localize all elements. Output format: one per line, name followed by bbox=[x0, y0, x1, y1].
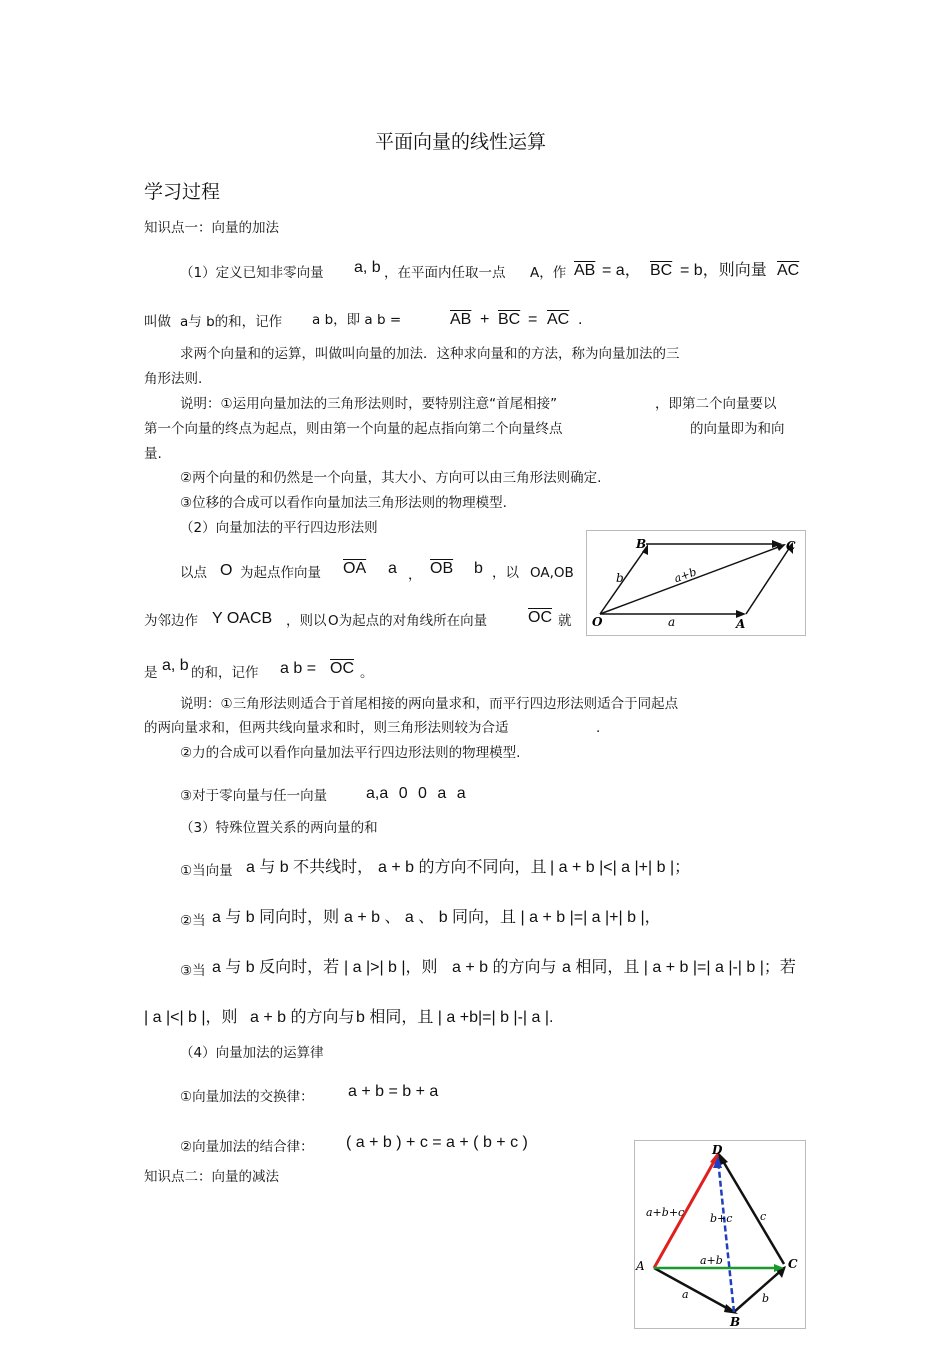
def-line1: （1）定义已知非零向量 bbox=[180, 265, 324, 281]
label-a-plus-b: a+b bbox=[700, 1254, 723, 1267]
special-r4: | a |<| b |，则 bbox=[144, 1009, 238, 1026]
note2-line4: ③对于零向量与任一向量 bbox=[180, 788, 328, 804]
label-a-plus-b-plus-c: a+b+c bbox=[646, 1206, 685, 1219]
para-l1c: ，以 bbox=[492, 565, 519, 581]
vec-AB: $\overline{AB}$ bbox=[574, 262, 596, 279]
vec-BC-2: $\overline{BC}$ bbox=[498, 311, 521, 328]
label-O: O bbox=[592, 615, 603, 629]
para-l3b: 的和，记作 bbox=[191, 665, 259, 681]
vec-a: a bbox=[388, 560, 397, 577]
para-l1b: 为起点作向量 bbox=[240, 565, 321, 581]
vec-ab-2: a, b bbox=[162, 657, 189, 674]
vec-OC: $\overline{OC}$ bbox=[528, 609, 552, 626]
special-r3d: a + b 的方向与 bbox=[452, 959, 557, 976]
parallelogram-OACB: Y OACB bbox=[212, 610, 273, 627]
note2-line1: 说明：①三角形法则适合于首尾相接的两向量求和，而平行四边形法则适合于同起点 bbox=[180, 696, 679, 712]
special-heading: （3）特殊位置关系的两向量的和 bbox=[180, 820, 378, 836]
note2-line2: 的两向量求和，但两共线向量求和时，则三角形法则较为合适 bbox=[144, 720, 509, 736]
def-line1c: A，作 bbox=[530, 265, 567, 281]
label-b: b bbox=[616, 571, 624, 585]
associative-formula: ( a + b ) + c = a + ( b + c ) bbox=[346, 1134, 528, 1151]
label-A: A bbox=[636, 1259, 645, 1273]
knowledge-point-2: 知识点二：向量的减法 bbox=[144, 1169, 279, 1185]
note2-line3: ②力的合成可以看作向量加法平行四边形法则的物理模型. bbox=[180, 745, 521, 761]
def-line3: 求两个向量和的运算，叫做叫向量的加法．这种求向量和的方法，称为向量加法的三 bbox=[180, 346, 680, 362]
arrow-head-icon bbox=[776, 544, 786, 551]
note1-line1b: ，即第二个向量要以 bbox=[655, 396, 777, 412]
special-r3c: | a |>| b |，则 bbox=[344, 959, 438, 976]
associative-label: ②向量加法的结合律： bbox=[180, 1139, 314, 1155]
vec-b: b bbox=[474, 560, 483, 577]
vector-c-edge bbox=[720, 1156, 784, 1264]
para-l3c: a b = bbox=[280, 660, 317, 677]
special-r4c: b 相同，且 | a +b|=| b |-| a |. bbox=[356, 1009, 554, 1026]
eq-a: = a， bbox=[602, 262, 641, 279]
page-title: 平面向量的线性运算 bbox=[375, 131, 547, 153]
para-l1a: 以点 bbox=[180, 565, 207, 581]
def-line2a: 叫做 bbox=[144, 314, 171, 330]
label-D: D bbox=[712, 1143, 723, 1157]
eq-b: = b，则向量 bbox=[680, 262, 767, 279]
vec-OC-2: $\overline{OC}$ bbox=[330, 660, 354, 677]
special-r1b: a 与 b 不共线时， bbox=[246, 859, 374, 876]
special-r3a: ③当 bbox=[180, 963, 206, 979]
label-A: A bbox=[736, 617, 746, 631]
special-r1d: | a + b |<| a |+| b |； bbox=[550, 859, 691, 876]
para-l2c: O为起点的对角线所在向量 bbox=[328, 613, 488, 629]
special-r2c: a + b 、 a 、 b 同向，且 | a + b |=| a |+| b |， bbox=[344, 909, 661, 926]
note1-line4: ②两个向量的和仍然是一个向量，其大小、方向可以由三角形法则确定. bbox=[180, 470, 602, 486]
vec-OB: $\overline{OB}$ bbox=[430, 560, 454, 577]
special-r4b: a + b 的方向与 bbox=[250, 1009, 355, 1026]
para-l2d: 就 bbox=[558, 613, 572, 629]
OA-OB: OA,OB bbox=[530, 565, 574, 581]
note2-line2b: . bbox=[596, 720, 601, 736]
label-B: B bbox=[730, 1315, 741, 1329]
vec-AC-2: $\overline{AC}$ bbox=[547, 311, 570, 328]
point-O: O bbox=[220, 562, 233, 579]
special-r1c: a + b 的方向不同向，且 bbox=[378, 859, 547, 876]
para-heading: （2）向量加法的平行四边形法则 bbox=[180, 520, 378, 536]
eq-sign: = bbox=[528, 311, 538, 328]
label-C: C bbox=[786, 539, 796, 553]
def-line4: 角形法则. bbox=[144, 371, 203, 387]
def-line2c: a b，即 a b = bbox=[312, 312, 402, 328]
figure-border bbox=[635, 1141, 806, 1329]
label-c: c bbox=[760, 1210, 767, 1223]
para-l3a: 是 bbox=[144, 665, 158, 681]
note1-line2b: 的向量即为和向 bbox=[690, 421, 785, 437]
vec-AC: $\overline{AC}$ bbox=[777, 262, 800, 279]
label-b-plus-c: b+c bbox=[710, 1212, 733, 1225]
vec-OA: $\overline{OA}$ bbox=[343, 560, 367, 577]
special-r2b: a 与 b 同向时，则 bbox=[212, 909, 340, 926]
para-l2a: 为邻边作 bbox=[144, 613, 198, 629]
period: . bbox=[578, 311, 583, 328]
label-B: B bbox=[636, 537, 647, 551]
commutative-label: ①向量加法的交换律： bbox=[180, 1089, 314, 1105]
special-r3b: a 与 b 反向时，若 bbox=[212, 959, 340, 976]
knowledge-point-1: 知识点一：向量的加法 bbox=[144, 220, 279, 236]
vector-b-edge bbox=[734, 1268, 784, 1312]
note1-line1: 说明：①运用向量加法的三角形法则时，要特别注意“首尾相接” bbox=[180, 396, 558, 412]
para-l3d: 。 bbox=[360, 665, 374, 681]
plus-sign: + bbox=[480, 311, 490, 328]
special-r3e: a 相同，且 | a + b |=| a |-| b |；若 bbox=[562, 959, 796, 976]
def-line1b: ，在平面内任取一点 bbox=[384, 265, 506, 281]
label-C: C bbox=[788, 1257, 798, 1271]
para-l2b: ，则以 bbox=[286, 613, 327, 629]
zero-vector-formula: a,a 0 0 a a bbox=[366, 785, 466, 802]
special-r2a: ②当 bbox=[180, 913, 206, 929]
note1-line5: ③位移的合成可以看作向量加法三角形法则的物理模型. bbox=[180, 495, 507, 511]
def-line2b: a与 b的和，记作 bbox=[180, 314, 283, 330]
laws-heading: （4）向量加法的运算律 bbox=[180, 1045, 324, 1061]
section-heading: 学习过程 bbox=[144, 181, 221, 203]
vec-ab: a, b bbox=[354, 259, 381, 276]
tetrahedron-figure bbox=[634, 1140, 806, 1330]
note1-line3: 量. bbox=[144, 446, 162, 462]
special-r1a: ①当向量 bbox=[180, 863, 233, 879]
label-b: b bbox=[762, 1292, 770, 1305]
commutative-formula: a + b = b + a bbox=[348, 1083, 439, 1100]
label-a-plus-b: a+b bbox=[672, 565, 699, 586]
note1-line2: 第一个向量的终点为起点，则由第一个向量的起点指向第二个向量终点 bbox=[144, 421, 563, 437]
label-a: a bbox=[682, 1288, 689, 1301]
vec-AB-2: $\overline{AB}$ bbox=[450, 311, 472, 328]
edge-AC bbox=[746, 544, 792, 614]
parallelogram-figure bbox=[586, 530, 806, 636]
comma: ， bbox=[408, 567, 422, 583]
vector-a-edge bbox=[654, 1268, 734, 1312]
label-a: a bbox=[668, 615, 676, 629]
vector-b-plus-c bbox=[718, 1160, 734, 1312]
vec-BC: $\overline{BC}$ bbox=[650, 262, 673, 279]
